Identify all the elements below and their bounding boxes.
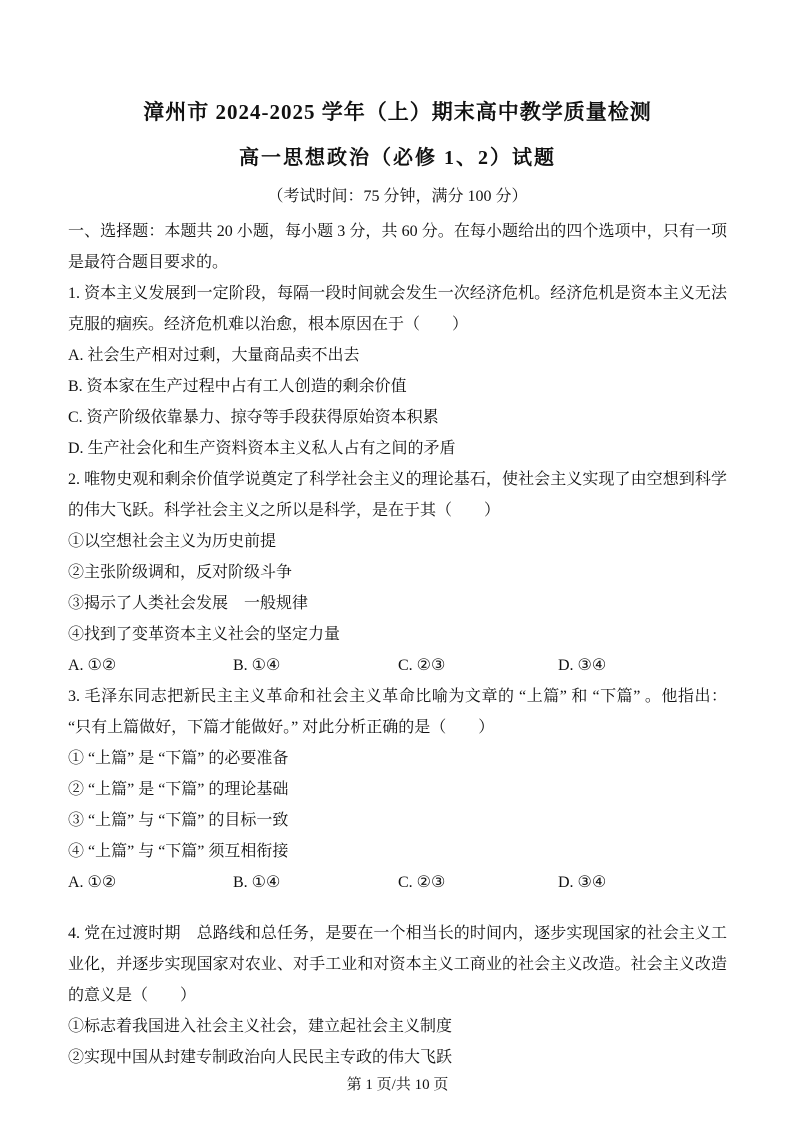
exam-subtitle: 高一思想政治（必修 1、2）试题 (239, 147, 556, 169)
question-3-choice-d: D. ③④ (558, 874, 607, 891)
question-3-choice-c: C. ②③ (398, 874, 446, 891)
question-4-stem: 4. 党在过渡时期 总路线和总任务，是要在一个相当长的时间内，逐步实现国家的社会主义工业化，并逐步实现国家对农业、对手工业和对资本主义工商业的社会主义改造。社会主义改造的意义是（ ） (68, 925, 727, 1004)
question-3-choice-a: A. ①② (68, 874, 117, 891)
question-2-choice-d: D. ③④ (558, 657, 607, 674)
question-4 (68, 918, 727, 1073)
question-2-statement-3: ③揭示了人类社会发展 一般规律 (68, 595, 309, 612)
question-4-statement-2: ②实现中国从封建专制政治向人民民主专政的伟大飞跃 (68, 1049, 453, 1066)
question-3-statement-4: ④ “上篇” 与 “下篇” 须互相衔接 (68, 843, 289, 860)
question-1-option-d: D. 生产社会化和生产资料资本主义私人占有之间的矛盾 (68, 440, 456, 457)
question-1-option-c: C. 资产阶级依靠暴力、掠夺等手段获得原始资本积累 (68, 409, 439, 426)
question-2-choice-b: B. ①④ (233, 657, 281, 674)
question-3-statement-1: ① “上篇” 是 “下篇” 的必要准备 (68, 750, 289, 767)
question-3-stem: 3. 毛泽东同志把新民主主义革命和社会主义革命比喻为文章的 “上篇” 和 “下篇” 。他指出： “只有上篇做好，下篇才能做好。” 对此分析正确的是（ ） (68, 688, 727, 736)
question-2-statement-1: ①以空想社会主义为历史前提 (68, 533, 277, 550)
question-2 (68, 464, 727, 681)
question-2-choice-row (68, 650, 727, 681)
question-1 (68, 278, 727, 464)
question-3-choice-b: B. ①④ (233, 874, 281, 891)
exam-title: 漳州市 2024-2025 学年（上）期末高中教学质量检测 (143, 100, 652, 124)
page-number-indicator: 第 1 页/共 10 页 (346, 1077, 449, 1093)
question-3-statement-2: ② “上篇” 是 “下篇” 的理论基础 (68, 781, 289, 798)
question-1-option-a: A. 社会生产相对过剩，大量商品卖不出去 (68, 347, 360, 364)
question-3-choice-row (68, 867, 727, 898)
question-2-choice-a: A. ①② (68, 657, 117, 674)
question-2-statement-2: ②主张阶级调和，反对阶级斗争 (68, 564, 293, 581)
exam-time-info: （考试时间：75 分钟，满分 100 分） (267, 188, 528, 205)
question-1-stem: 1. 资本主义发展到一定阶段，每隔一段时间就会发生一次经济危机。经济危机是资本主义无法克服的痼疾。经济危机难以治愈，根本原因在于（ ） (68, 285, 727, 333)
question-2-statement-4: ④找到了变革资本主义社会的坚定力量 (68, 626, 341, 643)
question-2-stem: 2. 唯物史观和剩余价值学说奠定了科学社会主义的理论基石，使社会主义实现了由空想到科学的伟大飞跃。科学社会主义之所以是科学，是在于其（ ） (68, 471, 727, 519)
question-3-statement-3: ③ “上篇” 与 “下篇” 的目标一致 (68, 812, 289, 829)
question-4-statement-1: ①标志着我国进入社会主义社会，建立起社会主义制度 (68, 1018, 453, 1035)
section-instructions: 一、选择题：本题共 20 小题，每小题 3 分，共 60 分。在每小题给出的四个选项中，只有一项是最符合题目要求的。 (68, 223, 727, 271)
question-1-option-b: B. 资本家在生产过程中占有工人创造的剩余价值 (68, 378, 407, 395)
question-3 (68, 681, 727, 898)
question-2-choice-c: C. ②③ (398, 657, 446, 674)
